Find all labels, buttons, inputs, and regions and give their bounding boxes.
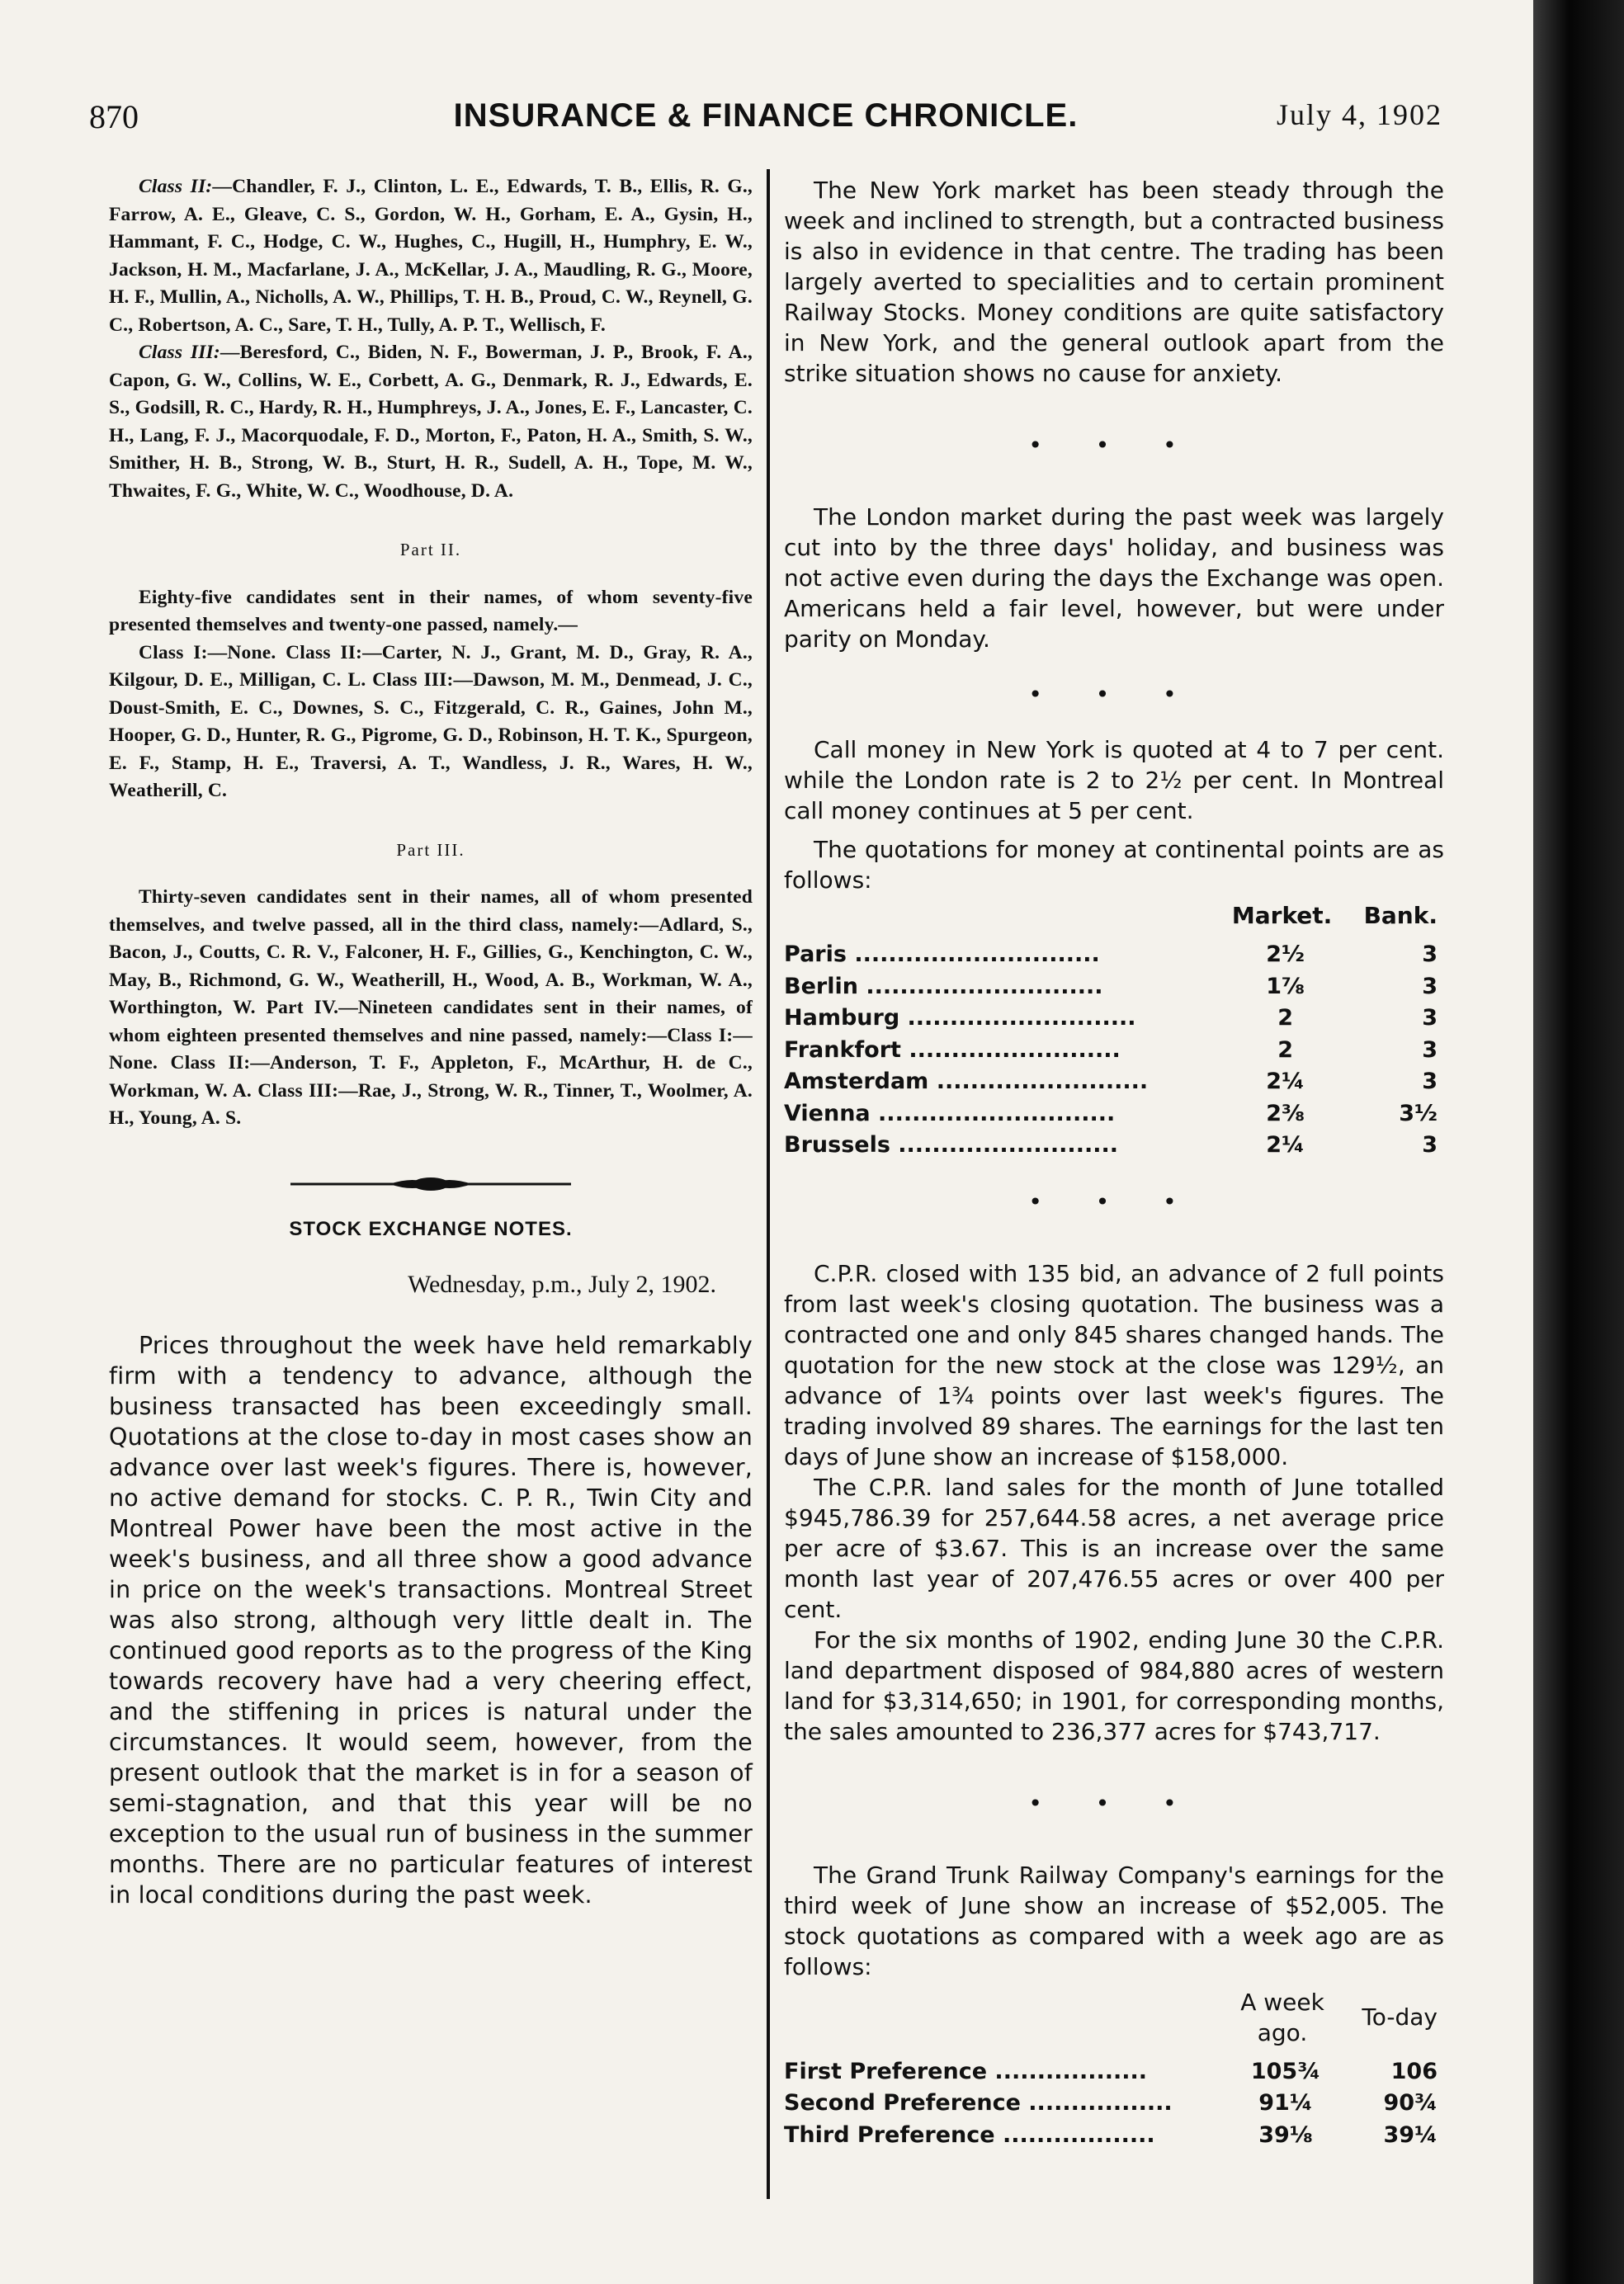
- row-value-2: 3: [1422, 941, 1438, 967]
- class3-names: —Beresford, C., Biden, N. F., Bowerman, J. P., Brook, F. A., Capon, G. W., Collins, W. E., Corbett, A. G., Denmark, R. J., Edwards, E. S., Godsill, R. C., Hardy, R. H., Humphreys, J. A., Jones, E. F., Lancaster, C. H., Lang, F. J., Macorquodale, F. D., Morton, F., Paton, H. A., Smith, S. W., Smither, H. B., Strong, W. B., Sturt, H. R., Sudell, A. H., Tope, M. W., Thwaites, F. G., White, W. C., Woodhouse, D. A.: [109, 342, 753, 502]
- row-value-2: 3: [1422, 1069, 1438, 1094]
- row-value-2: 3: [1422, 1132, 1438, 1158]
- left-column: [109, 173, 753, 1910]
- table-row: [784, 1003, 1444, 1035]
- page-header: [89, 97, 1442, 147]
- table-header-today: To-day: [1362, 2003, 1438, 2031]
- table-header-week-ago: A week ago.: [1240, 1988, 1324, 2046]
- column-divider: [767, 169, 770, 2199]
- row-value-1: 105¾: [1250, 2058, 1321, 2084]
- row-name: Brussels ..........................: [784, 1132, 1118, 1158]
- continental-rates-table: [784, 900, 1444, 1162]
- newyork-paragraph: The New York market has been steady through the week and inclined to strength, but a contracted business is also in evidence in that centre. The trading has been largely averted to specialities and to certain prominent Railway Stocks. Money conditions are quite satisfactory in New York, and the general outlook apart from the strike situation shows no cause for anxiety.: [784, 177, 1444, 387]
- class3-list: [109, 339, 753, 505]
- table-header-market: Market.: [1231, 902, 1333, 929]
- table-header-blank: [784, 1987, 1233, 2056]
- table-header-blank: [784, 900, 1232, 939]
- class3-label: Class III:: [139, 342, 220, 363]
- row-name: Amsterdam .........................: [784, 1069, 1149, 1094]
- binding-edge: [1533, 0, 1624, 2284]
- table-row: [784, 1066, 1444, 1098]
- land-sales-paragraph: The C.P.R. land sales for the month of June totalled $945,786.39 for 257,644.58 acres, a net average price per acre of $3.67. This is an increase over the same month last year of 207,476.55 acres or over 400 per cent.: [784, 1473, 1444, 1623]
- table-row: [784, 1035, 1444, 1067]
- callmoney-paragraph: Call money in New York is quoted at 4 to 7 per cent. while the London rate is 2 to 2½ per cent. In Montreal call money continues at 5 per cent.: [784, 736, 1444, 824]
- row-value-1: 2: [1277, 1005, 1293, 1031]
- row-name: Hamburg ...........................: [784, 1005, 1136, 1031]
- row-value-1: 91¼: [1258, 2090, 1313, 2116]
- row-value-2: 3: [1422, 1036, 1438, 1063]
- row-name: Berlin ............................: [784, 973, 1103, 999]
- issue-date: July 4, 1902: [1276, 98, 1442, 131]
- publication-title: INSURANCE & FINANCE CHRONICLE.: [453, 97, 1079, 134]
- table-row: [784, 2088, 1444, 2120]
- row-value-1: 2¼: [1266, 1132, 1305, 1158]
- table-header-row: [784, 900, 1444, 939]
- part3-text: Thirty-seven candidates sent in their names, all of whom presented themselves, and twelve passed, all in the third class, namely:—Adlard, S., Bacon, J., Coutts, C. R. V., Falconer, H. F., Gillies, G., Kenchington, C. W., May, B., Richmond, G. W., Weatherill, H., Wood, A. B., Workman, W. A., Worthington, W. Part IV.—Nineteen candidates sent in their names, of whom eighteen presented themselves and nine passed, namely:—Class I:—None. Class II:—Anderson, T. F., Appleton, F., McArthur, H. de C., Workman, W. A. Class III:—Rae, J., Strong, W. R., Tinner, T., Woolmer, A. H., Young, A. S.: [109, 886, 753, 1129]
- row-name: Third Preference ..................: [784, 2121, 1155, 2148]
- row-value-2: 3: [1422, 973, 1438, 999]
- table-header-row: [784, 1987, 1444, 2056]
- part2-intro: Eighty-five candidates sent in their names, of whom seventy-five presented themselves and twenty-one passed, namely.—: [109, 586, 753, 635]
- separator-dots: • • •: [1028, 681, 1200, 708]
- section-title: STOCK EXCHANGE NOTES.: [289, 1217, 573, 1240]
- row-value-1: 2½: [1266, 941, 1305, 967]
- six-months-paragraph: For the six months of 1902, ending June 30 the C.P.R. land department disposed of 984,880 acres of western land for $3,314,650; in 1901, for corresponding months, the sales amounted to 236,377 acres for $743,717.: [784, 1626, 1444, 1745]
- row-value-2: 39¼: [1383, 2121, 1438, 2148]
- table-row: [784, 1098, 1444, 1130]
- separator-dots: • • •: [1028, 1187, 1200, 1215]
- part2-classes: Class I:—None. Class II:—Carter, N. J., Grant, M. D., Gray, R. A., Kilgour, D. E., Milligan, C. L. Class III:—Dawson, M. M., Denmead, J. C., Doust-Smith, E. C., Downes, S. C., Fitzgerald, C. R., Gaines, John M., Hooper, G. D., Hunter, R. G., Pigrome, G. D., Robinson, H. T. K., Spurgeon, E. F., Stamp, H. E., Traversi, A. T., Wandless, J. R., Wares, H. W., Weatherill, C.: [109, 641, 753, 801]
- grand-trunk-paragraph: The Grand Trunk Railway Company's earnings for the third week of June show an increase of $52,005. The stock quotations as compared with a week ago are as follows:: [784, 1861, 1444, 1980]
- class2-list: [109, 173, 753, 339]
- right-column: [784, 175, 1444, 2151]
- part3-heading: Part III.: [396, 839, 465, 860]
- row-value-1: 2¼: [1266, 1069, 1305, 1094]
- ornament-divider-icon: [290, 1174, 571, 1194]
- table-row: [784, 1130, 1444, 1162]
- separator-dots: • • •: [1028, 432, 1200, 459]
- body-paragraph: Prices throughout the week have held remarkably firm with a tendency to advance, although the business transacted has been exceedingly small. Quotations at the close to-day in most cases show an advance over last week's figures. There is, however, no active demand for stocks. C. P. R., Twin City and Montreal Power have been the most active in the week's business, and all three show a good advance in price on the week's transactions. Montreal Street was also strong, although very little dealt in. The continued good reports as to the progress of the King towards recovery have had a very cheering effect, and the stiffening in prices is natural under the circumstances. It would seem, however, from the present outlook that the market is in for a season of semi-stagnation, and that this year will be no exception to the usual run of business in the summer months. There are no particular features of interest in local conditions during the past week.: [109, 1331, 753, 1909]
- table-row: [784, 2056, 1444, 2088]
- row-value-2: 3½: [1399, 1100, 1438, 1126]
- quotations-paragraph: The quotations for money at continental points are as follows:: [784, 836, 1444, 894]
- table-row: [784, 939, 1444, 971]
- part2-heading: Part II.: [399, 540, 462, 559]
- row-value-1: 1⅞: [1266, 973, 1305, 999]
- row-name: Paris .............................: [784, 941, 1100, 967]
- class2-names: —Chandler, F. J., Clinton, L. E., Edwards, T. B., Ellis, R. G., Farrow, A. E., Gleave, C. S., Gordon, W. H., Gorham, E. A., Gysin, H., Hammant, F. C., Hodge, C. W., Hughes, C., Hugill, H., Humphry, E. W., Jackson, H. M., Macfarlane, J. A., McKellar, J. A., Maudling, R. G., Moore, H. F., Mullin, A., Nicholls, A. W., Phillips, T. H. B., Proud, C. W., Reynell, G. C., Robertson, A. C., Sare, T. H., Tully, A. P. T., Wellisch, F.: [109, 176, 753, 336]
- class2-label: Class II:: [139, 176, 213, 197]
- cpr-paragraph: C.P.R. closed with 135 bid, an advance of 2 full points from last week's closing quotation. The business was a contracted one and only 845 shares changed hands. The quotation for the new stock at the close was 129½, an advance of 1¾ points over last week's figures. The trading involved 89 shares. The earnings for the last ten days of June show an increase of $158,000.: [784, 1259, 1444, 1470]
- row-value-2: 3: [1422, 1005, 1438, 1031]
- separator-dots: • • •: [1028, 1789, 1200, 1817]
- grand-trunk-body: [784, 2056, 1444, 2152]
- row-name: Vienna ............................: [784, 1100, 1116, 1126]
- table-row: [784, 2120, 1444, 2152]
- grand-trunk-table: [784, 1987, 1444, 2152]
- row-name: Second Preference .................: [784, 2090, 1173, 2116]
- row-value-1: 2: [1277, 1036, 1293, 1063]
- london-paragraph: The London market during the past week was largely cut into by the three days' holiday, and business was not active even during the days the Exchange was open. Americans held a fair level, however, but were under parity on Monday.: [784, 503, 1444, 653]
- row-name: Frankfort .........................: [784, 1036, 1121, 1063]
- row-value-1: 2⅜: [1266, 1100, 1305, 1126]
- row-value-2: 90¾: [1383, 2090, 1438, 2116]
- table-header-bank: Bank.: [1363, 902, 1438, 929]
- row-name: First Preference ..................: [784, 2058, 1148, 2084]
- row-value-2: 106: [1390, 2058, 1438, 2084]
- table-row: [784, 971, 1444, 1003]
- row-value-1: 39⅛: [1258, 2121, 1313, 2148]
- rates-body: [784, 939, 1444, 1162]
- dateline: Wednesday, p.m., July 2, 1902.: [408, 1271, 716, 1298]
- stock-exchange-body: [109, 1330, 753, 1910]
- page-number: 870: [89, 98, 139, 135]
